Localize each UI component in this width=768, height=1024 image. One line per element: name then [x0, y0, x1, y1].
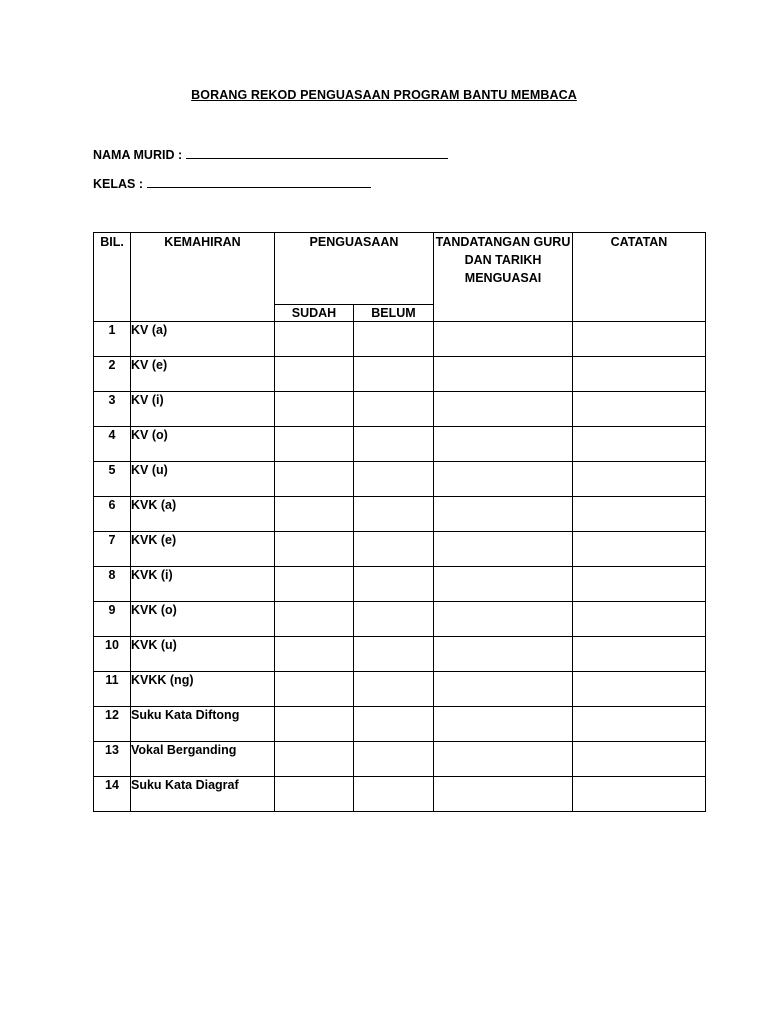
row-kemahiran: KVK (e)	[131, 532, 275, 567]
row-catatan-cell[interactable]	[573, 462, 706, 497]
row-catatan-cell[interactable]	[573, 742, 706, 777]
row-belum-cell[interactable]	[354, 462, 434, 497]
row-kemahiran: Vokal Berganding	[131, 742, 275, 777]
row-catatan-cell[interactable]	[573, 497, 706, 532]
header-tandatangan: TANDATANGAN GURU DAN TARIKH MENGUASAI	[434, 233, 573, 322]
row-sudah-cell[interactable]	[275, 427, 354, 462]
table-row	[94, 427, 706, 462]
row-tandatangan-cell[interactable]	[434, 322, 573, 357]
row-kemahiran: KV (e)	[131, 357, 275, 392]
row-bil: 3	[94, 392, 131, 427]
record-table	[93, 232, 706, 812]
row-catatan-cell[interactable]	[573, 602, 706, 637]
table-row	[94, 532, 706, 567]
row-kemahiran: KVK (a)	[131, 497, 275, 532]
row-sudah-cell[interactable]	[275, 707, 354, 742]
row-sudah-cell[interactable]	[275, 462, 354, 497]
row-belum-cell[interactable]	[354, 602, 434, 637]
nama-murid-field	[93, 146, 448, 162]
row-tandatangan-cell[interactable]	[434, 637, 573, 672]
row-catatan-cell[interactable]	[573, 427, 706, 462]
row-catatan-cell[interactable]	[573, 707, 706, 742]
row-catatan-cell[interactable]	[573, 357, 706, 392]
row-bil: 14	[94, 777, 131, 812]
table-row	[94, 637, 706, 672]
row-bil: 9	[94, 602, 131, 637]
row-sudah-cell[interactable]	[275, 532, 354, 567]
row-belum-cell[interactable]	[354, 357, 434, 392]
table-row	[94, 322, 706, 357]
row-tandatangan-cell[interactable]	[434, 777, 573, 812]
row-bil: 2	[94, 357, 131, 392]
row-bil: 10	[94, 637, 131, 672]
row-tandatangan-cell[interactable]	[434, 602, 573, 637]
kelas-field	[93, 175, 371, 191]
nama-murid-blank-line[interactable]	[186, 146, 448, 159]
table-row	[94, 392, 706, 427]
table-row	[94, 462, 706, 497]
row-catatan-cell[interactable]	[573, 777, 706, 812]
row-bil: 7	[94, 532, 131, 567]
row-sudah-cell[interactable]	[275, 637, 354, 672]
header-sudah: SUDAH	[275, 305, 354, 322]
row-tandatangan-cell[interactable]	[434, 532, 573, 567]
table-row	[94, 707, 706, 742]
table-row	[94, 672, 706, 707]
row-kemahiran: KVKK (ng)	[131, 672, 275, 707]
header-kemahiran: KEMAHIRAN	[131, 233, 275, 322]
row-kemahiran: KVK (i)	[131, 567, 275, 602]
row-tandatangan-cell[interactable]	[434, 462, 573, 497]
row-tandatangan-cell[interactable]	[434, 357, 573, 392]
row-bil: 6	[94, 497, 131, 532]
row-tandatangan-cell[interactable]	[434, 567, 573, 602]
row-catatan-cell[interactable]	[573, 567, 706, 602]
row-sudah-cell[interactable]	[275, 777, 354, 812]
row-catatan-cell[interactable]	[573, 392, 706, 427]
header-belum: BELUM	[354, 305, 434, 322]
row-kemahiran: KV (a)	[131, 322, 275, 357]
row-sudah-cell[interactable]	[275, 672, 354, 707]
row-tandatangan-cell[interactable]	[434, 497, 573, 532]
row-catatan-cell[interactable]	[573, 322, 706, 357]
row-kemahiran: Suku Kata Diagraf	[131, 777, 275, 812]
row-belum-cell[interactable]	[354, 427, 434, 462]
row-belum-cell[interactable]	[354, 742, 434, 777]
kelas-blank-line[interactable]	[147, 175, 371, 188]
row-belum-cell[interactable]	[354, 637, 434, 672]
row-belum-cell[interactable]	[354, 392, 434, 427]
row-sudah-cell[interactable]	[275, 357, 354, 392]
row-belum-cell[interactable]	[354, 672, 434, 707]
row-catatan-cell[interactable]	[573, 637, 706, 672]
page-title: BORANG REKOD PENGUASAAN PROGRAM BANTU MEMBACA	[191, 88, 577, 102]
row-sudah-cell[interactable]	[275, 602, 354, 637]
row-tandatangan-cell[interactable]	[434, 742, 573, 777]
row-belum-cell[interactable]	[354, 532, 434, 567]
row-tandatangan-cell[interactable]	[434, 392, 573, 427]
table-row	[94, 742, 706, 777]
row-catatan-cell[interactable]	[573, 532, 706, 567]
row-belum-cell[interactable]	[354, 777, 434, 812]
row-kemahiran: KVK (o)	[131, 602, 275, 637]
row-kemahiran: KV (u)	[131, 462, 275, 497]
row-catatan-cell[interactable]	[573, 672, 706, 707]
table-row	[94, 777, 706, 812]
header-penguasaan: PENGUASAAN	[275, 233, 434, 305]
row-bil: 5	[94, 462, 131, 497]
nama-murid-label: NAMA MURID :	[93, 148, 183, 162]
row-kemahiran: KV (o)	[131, 427, 275, 462]
row-belum-cell[interactable]	[354, 567, 434, 602]
row-tandatangan-cell[interactable]	[434, 707, 573, 742]
header-catatan: CATATAN	[573, 233, 706, 322]
row-kemahiran: KVK (u)	[131, 637, 275, 672]
row-belum-cell[interactable]	[354, 707, 434, 742]
row-bil: 12	[94, 707, 131, 742]
table-row	[94, 497, 706, 532]
row-bil: 4	[94, 427, 131, 462]
row-belum-cell[interactable]	[354, 497, 434, 532]
table-row	[94, 602, 706, 637]
row-bil: 1	[94, 322, 131, 357]
row-sudah-cell[interactable]	[275, 497, 354, 532]
row-bil: 11	[94, 672, 131, 707]
row-sudah-cell[interactable]	[275, 392, 354, 427]
kelas-label: KELAS :	[93, 177, 143, 191]
row-bil: 13	[94, 742, 131, 777]
table-row	[94, 567, 706, 602]
row-sudah-cell[interactable]	[275, 567, 354, 602]
row-kemahiran: Suku Kata Diftong	[131, 707, 275, 742]
row-tandatangan-cell[interactable]	[434, 672, 573, 707]
row-sudah-cell[interactable]	[275, 742, 354, 777]
row-bil: 8	[94, 567, 131, 602]
row-sudah-cell[interactable]	[275, 322, 354, 357]
row-kemahiran: KV (i)	[131, 392, 275, 427]
row-tandatangan-cell[interactable]	[434, 427, 573, 462]
row-belum-cell[interactable]	[354, 322, 434, 357]
table-row	[94, 357, 706, 392]
header-bil: BIL.	[94, 233, 131, 322]
